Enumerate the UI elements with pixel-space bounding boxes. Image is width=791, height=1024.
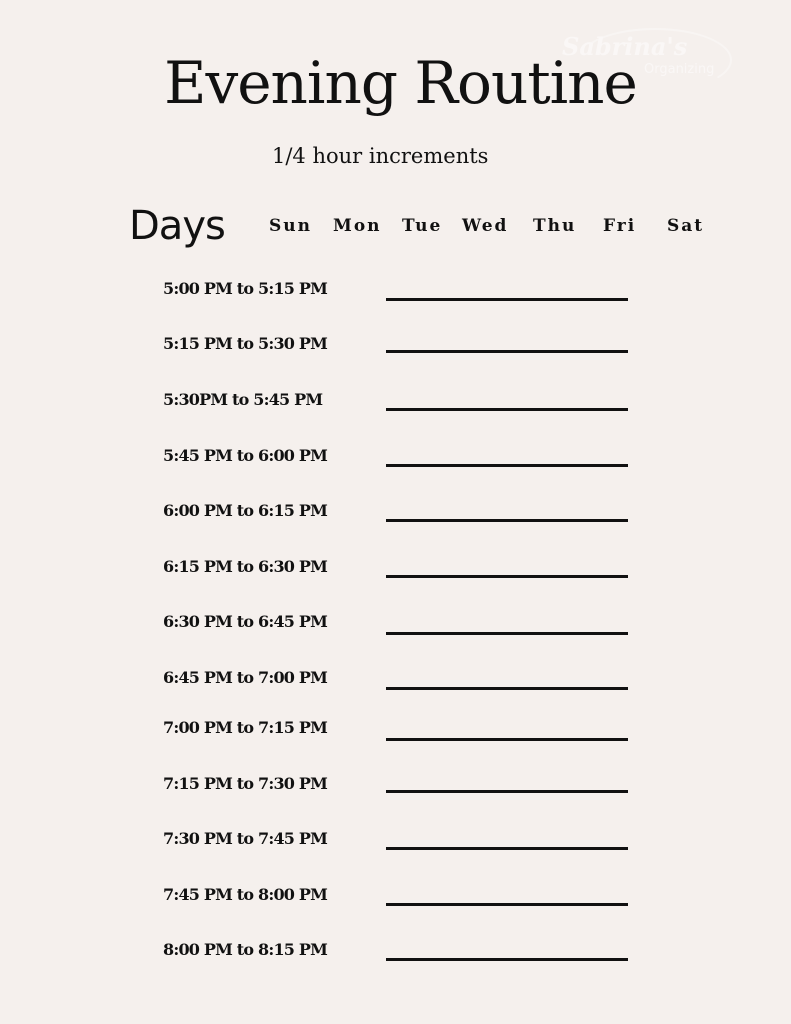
entry-line[interactable] xyxy=(386,575,628,578)
time-slot-label: 7:30 PM to 7:45 PM xyxy=(163,829,328,848)
time-slot-label: 7:45 PM to 8:00 PM xyxy=(163,885,328,904)
entry-line[interactable] xyxy=(386,408,628,411)
time-slot-label: 8:00 PM to 8:15 PM xyxy=(163,940,328,959)
day-thu: Thu xyxy=(533,216,577,236)
subtitle: 1/4 hour increments xyxy=(272,144,489,168)
entry-line[interactable] xyxy=(386,903,628,906)
day-wed: Wed xyxy=(462,216,509,236)
time-slot-label: 5:30PM to 5:45 PM xyxy=(163,390,323,409)
days-label: Days xyxy=(129,203,225,249)
day-mon: Mon xyxy=(333,216,382,236)
entry-line[interactable] xyxy=(386,687,628,690)
day-sun: Sun xyxy=(269,216,312,236)
time-slot-label: 6:15 PM to 6:30 PM xyxy=(163,557,328,576)
day-fri: Fri xyxy=(603,216,637,236)
entry-line[interactable] xyxy=(386,298,628,301)
entry-line[interactable] xyxy=(386,738,628,741)
day-tue: Tue xyxy=(402,216,443,236)
time-slot-label: 6:30 PM to 6:45 PM xyxy=(163,612,328,631)
entry-line[interactable] xyxy=(386,519,628,522)
day-sat: Sat xyxy=(667,216,705,236)
watermark-logo xyxy=(558,28,738,90)
entry-line[interactable] xyxy=(386,350,628,353)
entry-line[interactable] xyxy=(386,847,628,850)
time-slot-label: 6:45 PM to 7:00 PM xyxy=(163,668,328,687)
entry-line[interactable] xyxy=(386,790,628,793)
time-slot-label: 7:00 PM to 7:15 PM xyxy=(163,718,328,737)
entry-line[interactable] xyxy=(386,464,628,467)
time-slot-label: 5:45 PM to 6:00 PM xyxy=(163,446,328,465)
entry-line[interactable] xyxy=(386,632,628,635)
time-slot-label: 5:15 PM to 5:30 PM xyxy=(163,334,328,353)
watermark-line1: Sabrina's xyxy=(562,32,688,61)
entry-line[interactable] xyxy=(386,958,628,961)
page-title-text: Evening Routine xyxy=(164,49,637,117)
time-slot-label: 5:00 PM to 5:15 PM xyxy=(163,279,328,298)
time-slot-label: 6:00 PM to 6:15 PM xyxy=(163,501,328,520)
watermark-line2: Organizing xyxy=(644,62,715,77)
time-slot-label: 7:15 PM to 7:30 PM xyxy=(163,774,328,793)
